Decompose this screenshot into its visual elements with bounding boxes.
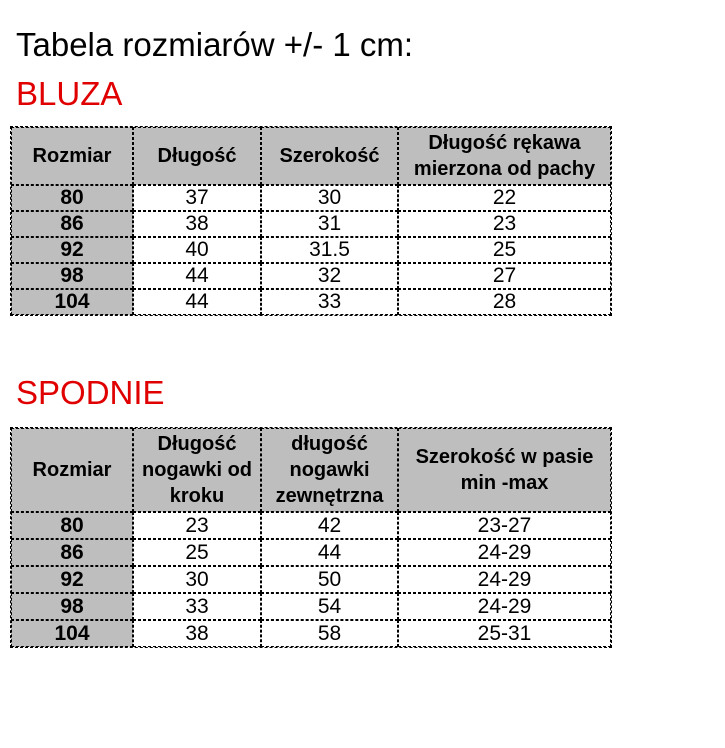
value-cell: 44 xyxy=(133,263,261,289)
value-cell: 42 xyxy=(261,512,398,539)
value-cell: 37 xyxy=(133,185,261,211)
size-cell: 104 xyxy=(11,289,133,315)
value-cell: 32 xyxy=(261,263,398,289)
size-cell: 98 xyxy=(11,263,133,289)
value-cell: 25 xyxy=(133,539,261,566)
value-cell: 33 xyxy=(261,289,398,315)
column-header-szerokosc-w-pasie: Szerokość w pasie min -max xyxy=(398,428,611,512)
spodnie-header-row xyxy=(11,428,611,512)
column-header-rozmiar: Rozmiar xyxy=(11,127,133,185)
column-header-rozmiar: Rozmiar xyxy=(11,428,133,512)
size-cell: 86 xyxy=(11,539,133,566)
value-cell: 24-29 xyxy=(398,566,611,593)
value-cell: 54 xyxy=(261,593,398,620)
value-cell: 28 xyxy=(398,289,611,315)
size-cell: 104 xyxy=(11,620,133,647)
size-cell: 98 xyxy=(11,593,133,620)
size-cell: 92 xyxy=(11,566,133,593)
value-cell: 27 xyxy=(398,263,611,289)
value-cell: 30 xyxy=(133,566,261,593)
value-cell: 23-27 xyxy=(398,512,611,539)
bluza-header-row xyxy=(11,127,611,185)
table-row xyxy=(11,620,611,647)
column-header-dlugosc-nogawki-zewnetrzna: długość nogawki zewnętrzna xyxy=(261,428,398,512)
value-cell: 25-31 xyxy=(398,620,611,647)
value-cell: 24-29 xyxy=(398,539,611,566)
table-row xyxy=(11,263,611,289)
table-row xyxy=(11,593,611,620)
value-cell: 31.5 xyxy=(261,237,398,263)
column-header-dlugosc: Długość xyxy=(133,127,261,185)
size-cell: 86 xyxy=(11,211,133,237)
value-cell: 23 xyxy=(398,211,611,237)
column-header-dlugosc-nogawki-od-kroku: Długość nogawki od kroku xyxy=(133,428,261,512)
value-cell: 22 xyxy=(398,185,611,211)
table-row xyxy=(11,512,611,539)
column-header-dlugosc-rekawa: Długość rękawa mierzona od pachy xyxy=(398,127,611,185)
value-cell: 33 xyxy=(133,593,261,620)
table-row xyxy=(11,566,611,593)
table-row xyxy=(11,211,611,237)
table-row xyxy=(11,539,611,566)
value-cell: 38 xyxy=(133,211,261,237)
bluza-heading: BLUZA xyxy=(16,75,123,112)
value-cell: 23 xyxy=(133,512,261,539)
bluza-size-table xyxy=(10,126,612,316)
column-header-szerokosc: Szerokość xyxy=(261,127,398,185)
value-cell: 30 xyxy=(261,185,398,211)
value-cell: 50 xyxy=(261,566,398,593)
size-cell: 92 xyxy=(11,237,133,263)
spodnie-heading: SPODNIE xyxy=(16,374,165,411)
value-cell: 38 xyxy=(133,620,261,647)
table-row xyxy=(11,237,611,263)
spodnie-size-table xyxy=(10,427,612,648)
size-cell: 80 xyxy=(11,512,133,539)
table-row xyxy=(11,289,611,315)
size-chart-page xyxy=(0,28,725,648)
page-title: Tabela rozmiarów +/- 1 cm: xyxy=(16,26,414,63)
size-cell: 80 xyxy=(11,185,133,211)
value-cell: 58 xyxy=(261,620,398,647)
table-row xyxy=(11,185,611,211)
value-cell: 24-29 xyxy=(398,593,611,620)
value-cell: 44 xyxy=(261,539,398,566)
value-cell: 25 xyxy=(398,237,611,263)
value-cell: 31 xyxy=(261,211,398,237)
value-cell: 44 xyxy=(133,289,261,315)
value-cell: 40 xyxy=(133,237,261,263)
